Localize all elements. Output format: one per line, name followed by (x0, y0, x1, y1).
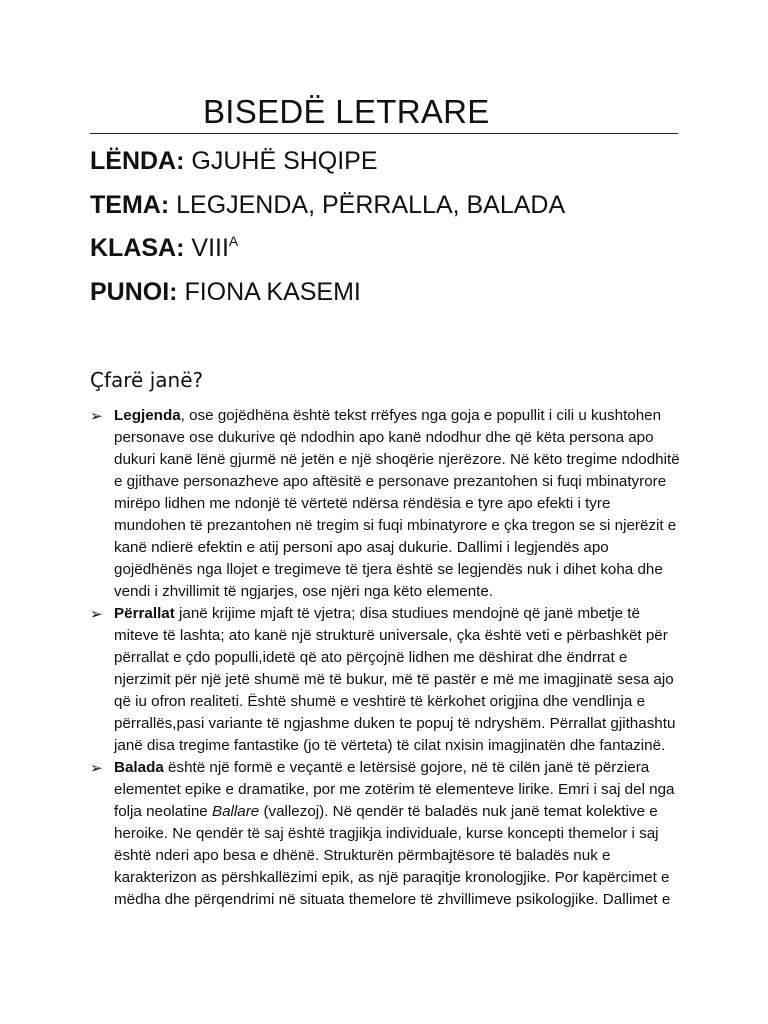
meta-author (90, 276, 361, 308)
meta-topic (90, 189, 565, 221)
meta-class-key: KLASA: (90, 234, 185, 262)
text-perrallat: janë krijime mjaft të vjetra; disa studiues mendojnë që janë mbetje të miteve të lashta; ato kanë një strukturë universale, çka është veti e përbashkët për përrallat e çdo populli,idetë që ato përçojnë lidhen me dëshirat dhe ëndrrat e njerzimit për një jetë shumë më të bukur, më të pastër e më me imagjinatë sesa ajo që iu ofron realiteti. Është shumë e veshtirë të kërkohet origjina dhe vendlinja e përrallës,pasi variante të ngjashme duken te popuj të ndryshëm. Përrallat gjithashtu janë disa tregime fantastike (jo të vërteta) të cilat nxisin imagjinatën dhe fantazinë. (114, 605, 676, 754)
meta-author-key: PUNOI: (90, 278, 178, 306)
list-item-legjenda (90, 405, 680, 603)
meta-subject-value: GJUHË SHQIPE (191, 147, 378, 175)
text-balada-part1: është një formë e veçantë e letërsisë gojore, në të cilën janë të përziera elementet epike e dramatike, por me zotërim të elementeve lirike. Emri i saj del nga folja neolatine (114, 759, 675, 820)
arrow-bullet-icon: ➢ (90, 605, 103, 623)
term-balada: Balada (114, 759, 164, 776)
document-title: BISEDË LETRARE (203, 93, 490, 130)
arrow-bullet-icon: ➢ (90, 759, 103, 777)
meta-class-value: VIII (191, 234, 229, 262)
list-item-perrallat (90, 603, 680, 757)
meta-subject (90, 145, 378, 177)
definitions-list (90, 405, 680, 911)
meta-class-superscript: A (228, 233, 239, 249)
term-perrallat: Përrallat (114, 605, 175, 622)
text-legjenda: , ose gojëdhëna është tekst rrëfyes nga goja e popullit i cili u kushtohen personave ose dukurive që ndodhin apo kanë ndodhur dhe që këta persona apo dukuri kanë lënë gjurmë në jetën e një shoqërie njerëzore. Në këto tregime ndodhitë e gjithave personazheve apo aftësitë e personave prezantohen si fuqi mbinatyrore mirëpo lidhen me ndonjë të vërtetë ndërsa rëndësia e tyre apo efekti i tyre mundohen të prezantohen në tregim si fuqi mbinatyrore e çka tregon se si njerëzit e kanë ndierë efektin e atij personi apo asaj dukurie. Dallimi i legjendës apo gojëdhënës nga llojet e tregimeve të tjera është se legjendës nuk i dihet koha dhe vendi i zhvillimit të ngjarjes, ose njëri nga këto elemente. (114, 407, 680, 600)
meta-author-value: FIONA KASEMI (184, 278, 361, 306)
meta-topic-key: TEMA: (90, 191, 170, 219)
arrow-bullet-icon: ➢ (90, 407, 103, 425)
text-balada-italic: Ballare (211, 803, 260, 820)
title-underline (90, 133, 678, 134)
section-heading: Çfarë janë? (90, 368, 204, 392)
text-balada-part2: (vallezoj). Në qendër të baladës nuk janë temat kolektive e heroike. Ne qendër të saj është tragjikja individuale, kurse koncepti themelor i saj është nderi apo besa e dhënë. Strukturën përmbajtësore të baladës nuk e karakterizon as përshkallëzimi epik, as një paraqitje kronologjike. Por kapërcimet e mëdha dhe përqendrimi në situata themelore të zhvillimeve psikologjike. Dallimet e (114, 803, 671, 908)
meta-topic-value: LEGJENDA, PËRRALLA, BALADA (176, 191, 566, 219)
meta-class (90, 232, 238, 264)
list-item-balada (90, 757, 680, 911)
meta-subject-key: LËNDA: (90, 147, 185, 175)
term-legjenda: Legjenda (114, 407, 181, 424)
